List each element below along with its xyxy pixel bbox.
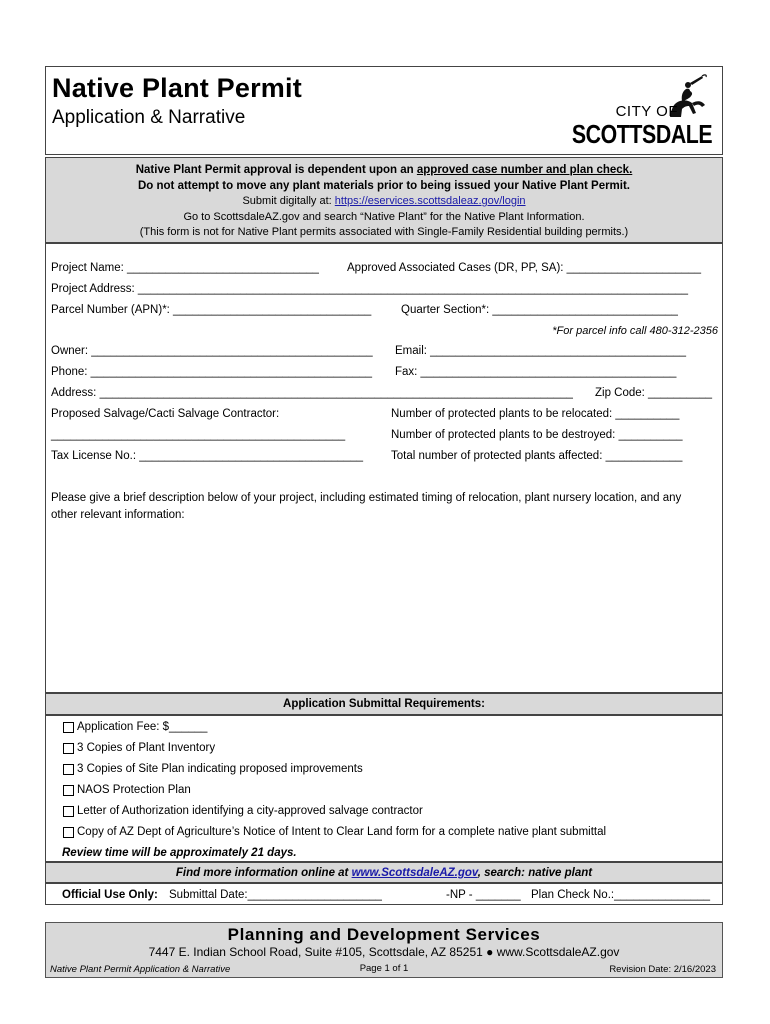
department-name: Planning and Development Services — [227, 925, 541, 944]
total-affected-field[interactable]: Total number of protected plants affected: ____________ — [391, 450, 683, 462]
requirement-label: 3 Copies of Site Plan indicating proposed improvements — [77, 763, 363, 775]
associated-cases-field[interactable]: Approved Associated Cases (DR, PP, SA): _____________________ — [347, 262, 701, 274]
notice-line-5: (This form is not for Native Plant permits associated with Single-Family Residential building permits.) — [139, 226, 629, 238]
notice-line-1 — [46, 163, 722, 179]
submittal-date-field[interactable]: Submittal Date:_____________________ — [169, 889, 382, 901]
notice-line-4: Go to ScottsdaleAZ.gov and search “Native Plant” for the Native Plant Information. — [183, 210, 585, 223]
checkbox-icon[interactable] — [63, 722, 74, 733]
footer-page-number: Page 1 of 1 — [359, 963, 409, 974]
owner-field[interactable]: Owner: ____________________________________________ — [51, 345, 373, 357]
checkbox-icon[interactable] — [63, 743, 74, 754]
find-more-prefix: Find more information online at — [175, 867, 352, 879]
project-name-field[interactable]: Project Name: ______________________________ — [51, 262, 319, 274]
footer-form-name: Native Plant Permit Application & Narrative — [50, 964, 231, 975]
contractor-field[interactable]: ______________________________________________ — [51, 429, 346, 441]
requirement-label: NAOS Protection Plan — [77, 784, 191, 796]
zip-code-field[interactable]: Zip Code: __________ — [595, 387, 713, 399]
tax-license-field[interactable]: Tax License No.: ___________________________________ — [51, 450, 364, 462]
fax-field[interactable]: Fax: ________________________________________ — [395, 366, 677, 378]
find-more-banner — [45, 862, 723, 883]
plan-check-field[interactable]: Plan Check No.:_______________ — [531, 889, 711, 901]
email-field[interactable]: Email: ________________________________________ — [395, 345, 686, 357]
requirement-label: Application Fee: $______ — [77, 721, 208, 733]
checkbox-icon[interactable] — [63, 764, 74, 775]
requirement-label: 3 Copies of Plant Inventory — [77, 742, 216, 754]
requirement-label: Letter of Authorization identifying a city-approved salvage contractor — [77, 805, 423, 817]
relocated-count-field[interactable]: Number of protected plants to be relocated: __________ — [391, 408, 680, 420]
quarter-section-field[interactable]: Quarter Section*: _____________________________ — [401, 304, 678, 316]
page-footer — [45, 922, 723, 978]
department-address: 7447 E. Indian School Road, Suite #105, Scottsdale, AZ 85251 ● www.ScottsdaleAZ.gov — [148, 945, 620, 959]
review-time-note: Review time will be approximately 21 days. — [62, 847, 297, 859]
official-use-label: Official Use Only: — [62, 889, 158, 901]
form-title: Native Plant Permit — [52, 73, 302, 103]
parcel-info-note: *For parcel info call 480-312-2356 — [552, 325, 718, 337]
requirements-heading: Application Submittal Requirements: — [45, 693, 723, 715]
footer-revision-date: Revision Date: 2/16/2023 — [609, 964, 716, 975]
description-prompt: Please give a brief description below of your project, including estimated timing of relocation, plant nursery location, and any other relevant information: — [51, 492, 682, 521]
requirement-plant-inventory[interactable] — [63, 742, 215, 754]
logo-scottsdale: SCOTTSDALE — [571, 119, 712, 149]
checkbox-icon[interactable] — [63, 827, 74, 838]
official-use-row — [45, 883, 723, 905]
checkbox-icon[interactable] — [63, 806, 74, 817]
notice-line-1-underlined: approved case number and plan check. — [416, 164, 633, 176]
scottsdale-website-link[interactable]: www.ScottsdaleAZ.gov — [351, 867, 478, 879]
notice-box — [45, 157, 723, 243]
logo-city-of: CITY OF — [615, 103, 678, 120]
eservices-link[interactable]: https://eservices.scottsdaleaz.gov/login — [334, 195, 526, 207]
city-logo — [571, 73, 714, 149]
requirement-notice-of-intent[interactable] — [63, 826, 606, 838]
requirement-site-plan[interactable] — [63, 763, 363, 775]
notice-line-2: Do not attempt to move any plant materials prior to being issued your Native Plant Permit. — [137, 179, 631, 192]
submit-label: Submit digitally at: — [242, 195, 335, 207]
requirement-fee[interactable] — [63, 721, 207, 733]
requirement-naos[interactable] — [63, 784, 191, 796]
phone-field[interactable]: Phone: ____________________________________________ — [51, 366, 373, 378]
parcel-number-field[interactable]: Parcel Number (APN)*: _______________________________ — [51, 304, 372, 316]
contractor-label: Proposed Salvage/Cacti Salvage Contractor: — [51, 408, 280, 420]
project-address-field[interactable]: Project Address: ______________________________________________________________________________________ — [51, 283, 688, 295]
form-subtitle: Application & Narrative — [52, 107, 246, 128]
destroyed-count-field[interactable]: Number of protected plants to be destroyed: __________ — [391, 429, 683, 441]
notice-line-3 — [46, 194, 722, 210]
requirement-authorization[interactable] — [63, 805, 423, 817]
checkbox-icon[interactable] — [63, 785, 74, 796]
find-more-suffix: , search: native plant — [477, 867, 593, 879]
form-header — [45, 66, 723, 155]
notice-line-1-text: Native Plant Permit approval is dependent upon an — [135, 164, 417, 176]
np-field[interactable]: -NP - _______ — [446, 889, 521, 901]
requirement-label: Copy of AZ Dept of Agriculture’s Notice of Intent to Clear Land form for a complete native plant submittal — [77, 826, 607, 838]
project-form — [45, 243, 723, 693]
address-field[interactable]: Address: __________________________________________________________________________ — [51, 387, 573, 399]
requirements-list — [45, 715, 723, 862]
